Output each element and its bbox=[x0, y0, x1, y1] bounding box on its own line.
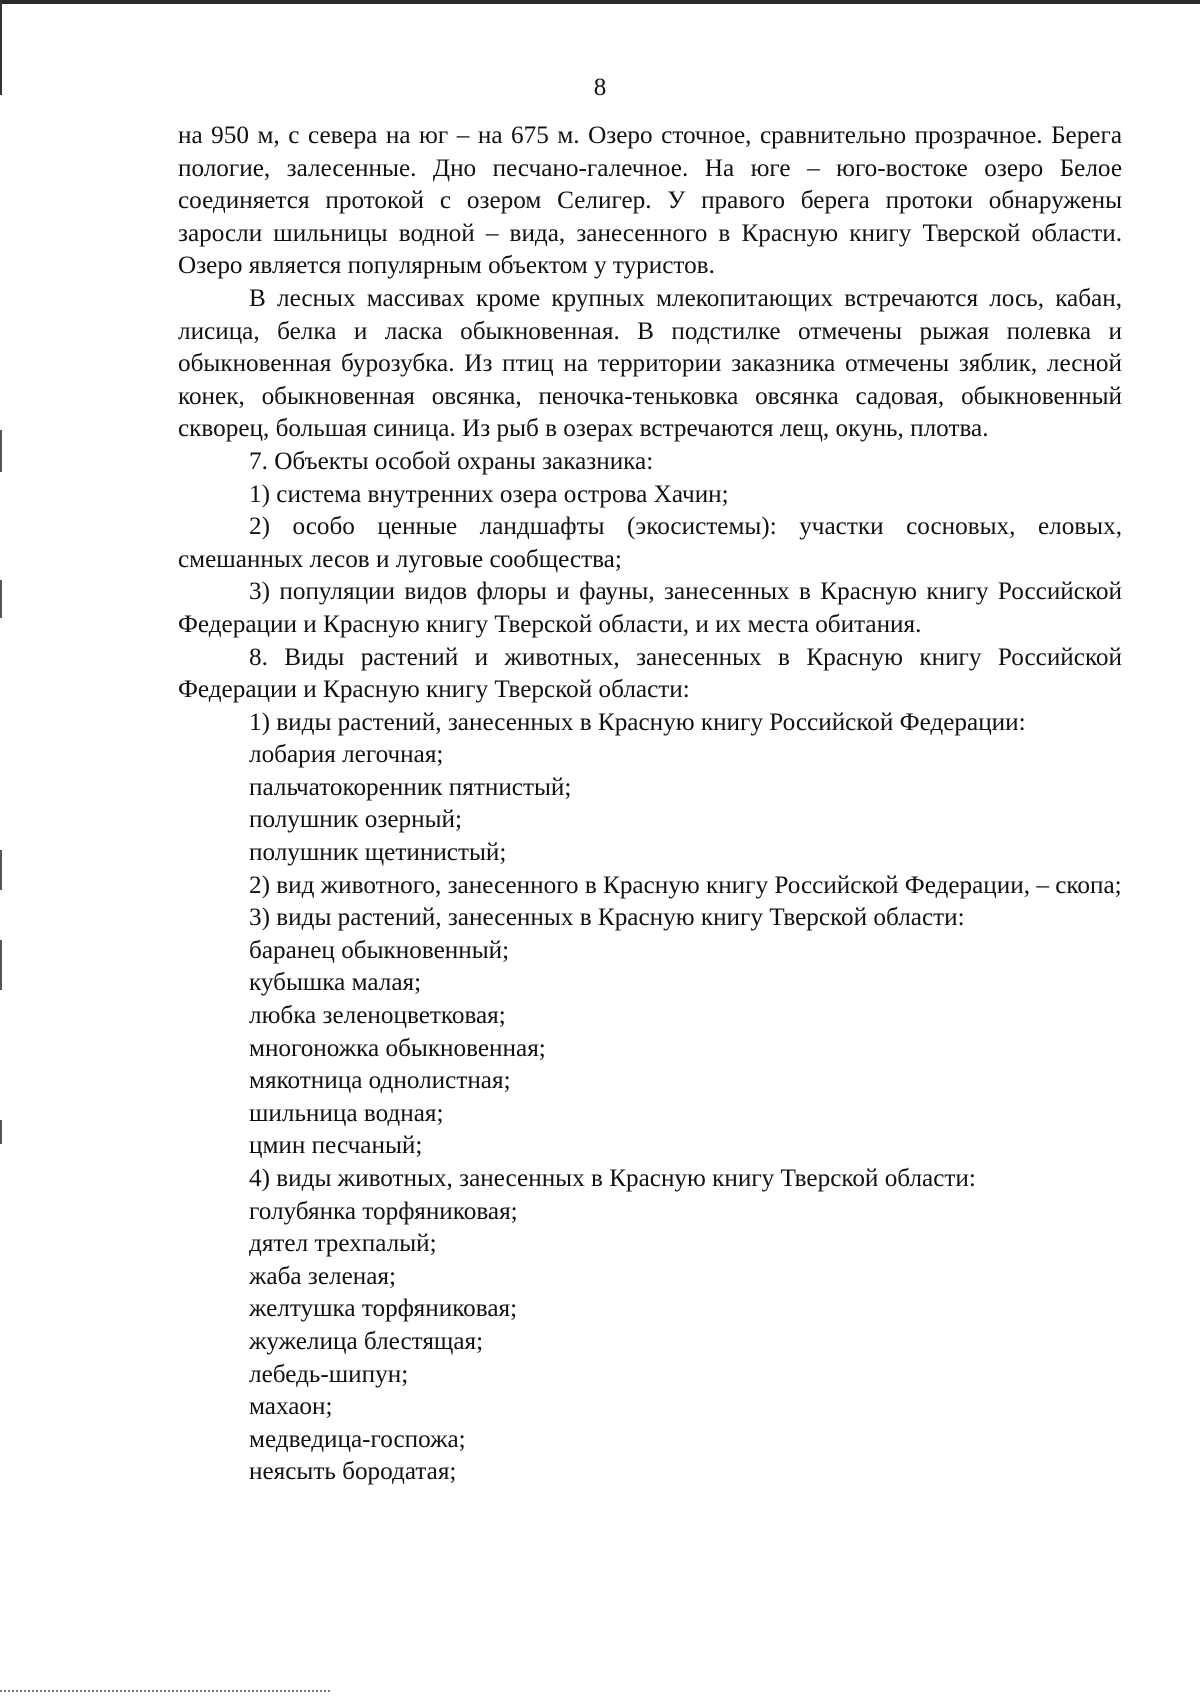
list-heading: 4) виды животных, занесенных в Красную книгу Тверской области: bbox=[249, 1165, 976, 1192]
list-item: полушник щетинистый; bbox=[249, 839, 507, 867]
list-item: кубышка малая; bbox=[249, 969, 422, 997]
list-item: 1) система внутренних озера острова Хачин; bbox=[249, 480, 729, 508]
section-heading-red-book-species: 8. Виды растений и животных, занесенных в Красную книгу Российской Федерации и Красную книгу Тверской области: bbox=[178, 643, 1122, 704]
list-item: цмин песчаный; bbox=[249, 1132, 423, 1160]
list-item: дятел трехпалый; bbox=[249, 1230, 437, 1258]
scan-top-edge bbox=[0, 0, 1200, 4]
list-item: желтушка торфяниковая; bbox=[249, 1295, 518, 1323]
scan-margin-mark bbox=[0, 850, 2, 890]
list-item: жужелица блестящая; bbox=[249, 1327, 484, 1355]
list-item: шильница водная; bbox=[249, 1099, 444, 1127]
list-heading: 2) вид животного, занесенного в Красную книгу Российской Федерации, – скопа; bbox=[249, 871, 1122, 899]
paragraph-fauna: В лесных массивах кроме крупных млекопитающих встречаются лось, кабан, лисица, белка и ласка обыкновенная. В подстилке отмечены рыжая полевка и обыкновенная бурозубка. Из птиц на территории заказника отмечены зяблик, лесной конек, обыкновенная овсянка, пеночка-теньковка овсянка садовая, обыкновенный скворец, большая синица. Из рыб в озерах встречаются лещ, окунь, плотва. bbox=[178, 284, 1122, 443]
list-item: многоножка обыкновенная; bbox=[249, 1034, 546, 1062]
list-item: лобария легочная; bbox=[249, 741, 444, 769]
list-item: пальчатокоренник пятнистый; bbox=[249, 773, 572, 801]
scan-margin-mark bbox=[0, 1120, 2, 1144]
list-item: лебедь-шипун; bbox=[249, 1360, 409, 1388]
section-heading-protected-objects: 7. Объекты особой охраны заказника: bbox=[249, 447, 654, 475]
page-number: 8 bbox=[593, 74, 607, 101]
scan-margin-mark bbox=[0, 940, 2, 990]
list-item: мякотница однолистная; bbox=[249, 1067, 511, 1095]
list-item: неясыть бородатая; bbox=[249, 1458, 457, 1486]
list-item: махаон; bbox=[249, 1393, 333, 1421]
list-item: жаба зеленая; bbox=[249, 1262, 396, 1290]
list-item: баранец обыкновенный; bbox=[249, 936, 510, 964]
document-body bbox=[178, 120, 1122, 1489]
list-item: голубянка торфяниковая; bbox=[249, 1197, 518, 1225]
list-item: медведица-госпожа; bbox=[249, 1425, 466, 1453]
scan-bottom-edge bbox=[0, 1690, 330, 1692]
paragraph-lake-description: на 950 м, с севера на юг – на 675 м. Озеро сточное, сравнительно прозрачное. Берега пологие, залесенные. Дно песчано-галечное. На юге – юго-востоке озеро Белое соединяется протокой с озером Селигер. У правого берега протоки обнаружены заросли шильницы водной – вида, занесенного в Красную книгу Тверской области. Озеро является популярным объектом у туристов. bbox=[178, 122, 1122, 280]
scan-margin-mark bbox=[0, 430, 2, 472]
scan-margin-mark bbox=[0, 580, 2, 618]
list-item: 2) особо ценные ландшафты (экосистемы): участки сосновых, еловых, смешанных лесов и луговые сообщества; bbox=[178, 513, 1122, 573]
list-item: любка зеленоцветковая; bbox=[249, 1002, 506, 1030]
list-heading: 1) виды растений, занесенных в Красную книгу Российской Федерации: bbox=[249, 708, 1026, 736]
list-item: полушник озерный; bbox=[249, 806, 462, 834]
list-heading: 3) виды растений, занесенных в Красную книгу Тверской области: bbox=[249, 904, 965, 932]
list-item: 3) популяции видов флоры и фауны, занесенных в Красную книгу Российской Федерации и Красную книгу Тверской области, и их места обитания. bbox=[178, 578, 1122, 638]
